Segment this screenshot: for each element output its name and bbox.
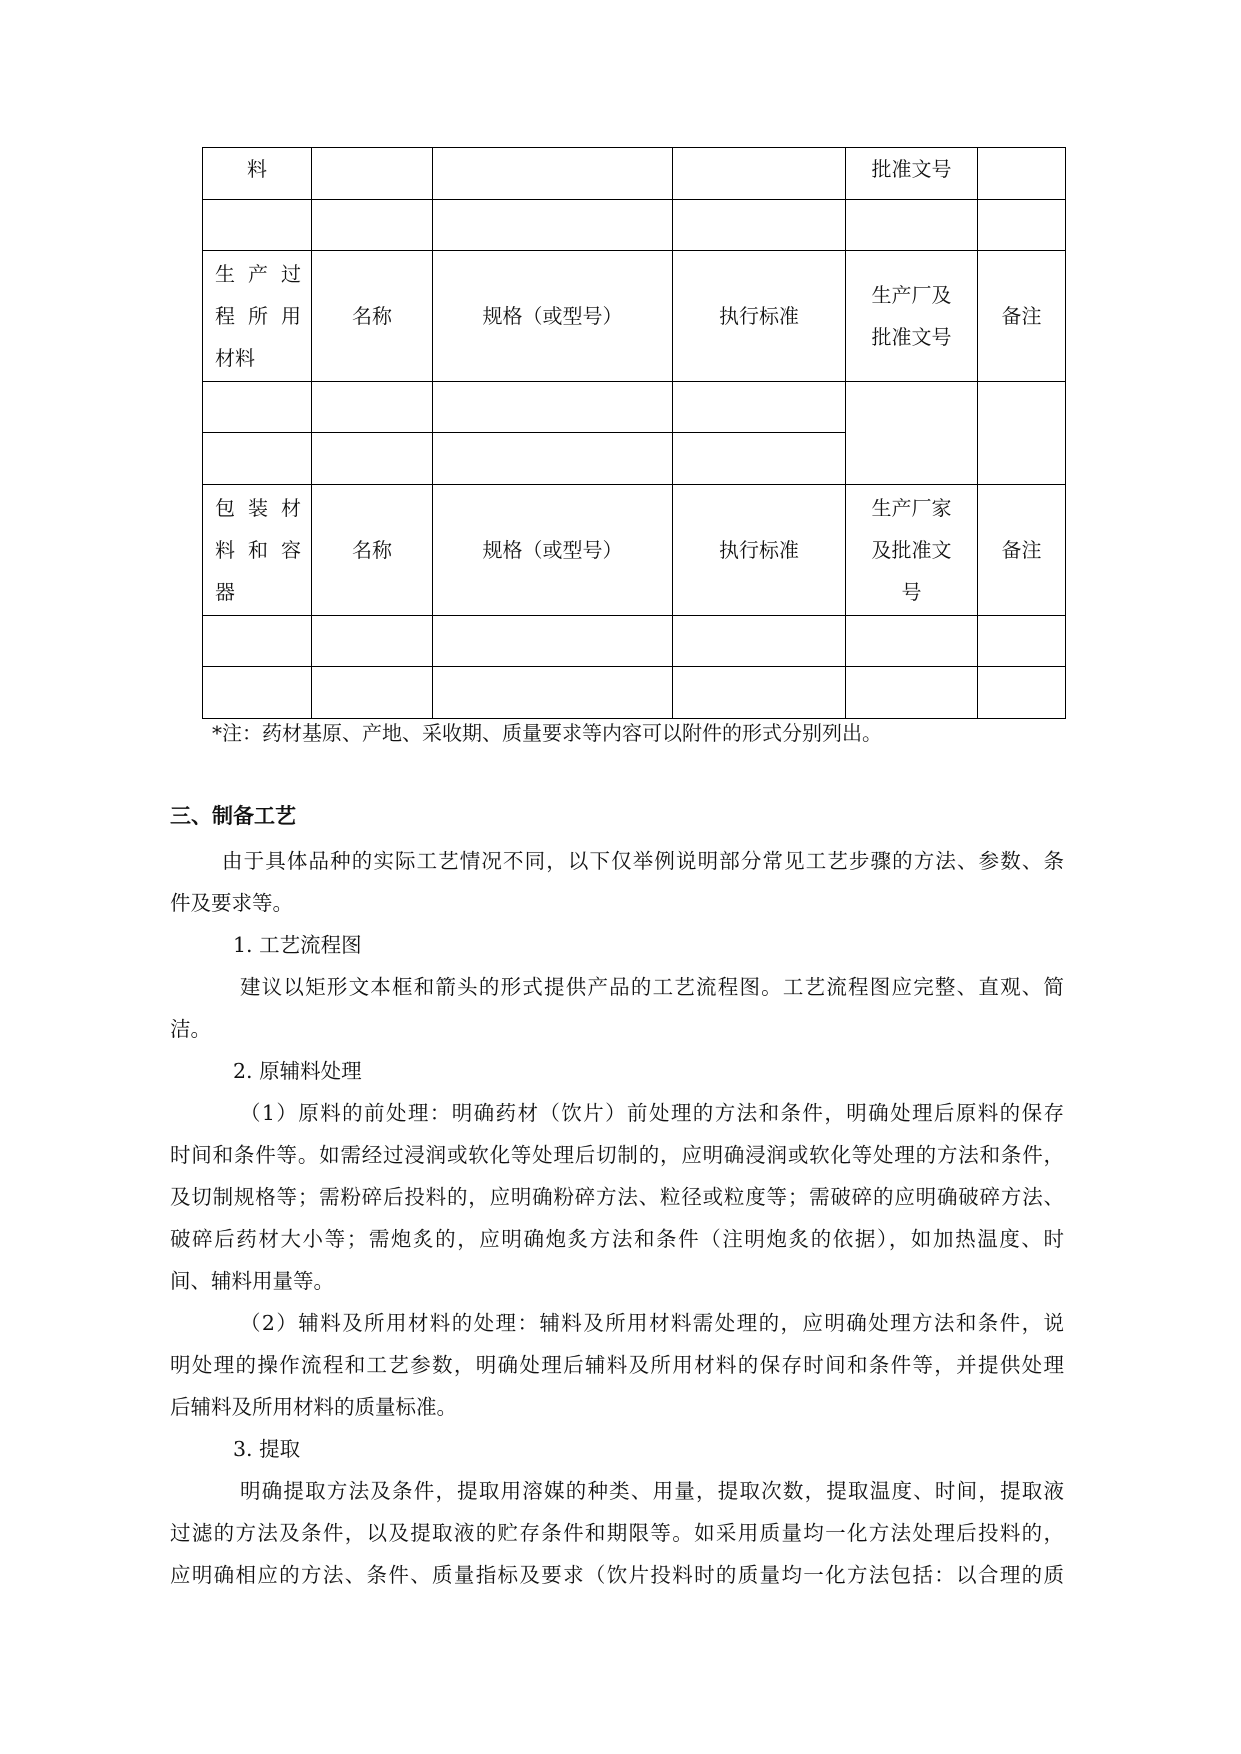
table-row [203, 667, 1066, 719]
table-row [203, 382, 1066, 433]
extraction-paragraph: 明确提取方法及条件，提取用溶媒的种类、用量，提取次数，提取温度、时间，提取液 过滤的方法及条件，以及提取液的贮存条件和期限等。如采用质量均一化方法处理后投料的， 应明确相应的方法、条件、质量指标及要求（饮片投料时的质量均一化方法包括：以合理的质 [170, 1479, 1064, 1587]
table-row [203, 148, 1066, 200]
section-title: 三、制备工艺 [170, 804, 296, 828]
table-cell: 批准文号 [846, 148, 978, 200]
materials-table [202, 147, 1066, 719]
flowchart-paragraph: 建议以矩形文本框和箭头的形式提供产品的工艺流程图。工艺流程图应完整、直观、简 洁。 [170, 975, 1064, 1041]
subheading-flowchart: 1. 工艺流程图 [233, 933, 362, 957]
table-row [203, 485, 1066, 616]
spec-header: 规格（或型号） [433, 251, 673, 382]
name-header: 名称 [312, 251, 433, 382]
excipient-paragraph: （2）辅料及所用材料的处理：辅料及所用材料需处理的，应明确处理方法和条件，说 明处理的操作流程和工艺参数，明确处理后辅料及所用材料的保存时间和条件等，并提供处理 后辅料及所用材料的质量标准。 [170, 1311, 1064, 1419]
standard-header: 执行标准 [673, 251, 846, 382]
subheading-raw-materials: 2. 原辅料处理 [233, 1059, 362, 1083]
table-cell [433, 148, 673, 200]
remark-header: 备注 [978, 251, 1066, 382]
packaging-materials-label: 包装材 料和容 器 [203, 485, 312, 616]
table-row [203, 200, 1066, 251]
standard-header: 执行标准 [673, 485, 846, 616]
spec-header: 规格（或型号） [433, 485, 673, 616]
process-materials-label: 生产过 程所用 材料 [203, 251, 312, 382]
table-cell [978, 148, 1066, 200]
subheading-extraction: 3. 提取 [233, 1437, 301, 1461]
table-row [203, 616, 1066, 667]
table-cell [673, 148, 846, 200]
raw-material-paragraph: （1）原料的前处理：明确药材（饮片）前处理的方法和条件，明确处理后原料的保存 时间和条件等。如需经过浸润或软化等处理后切制的，应明确浸润或软化等处理的方法和条件， 及切制规格等；需粉碎后投料的，应明确粉碎方法、粒径或粒度等；需破碎的应明确破碎方法、 破碎后药材大小等；需炮炙的，应明确炮炙方法和条件（注明炮炙的依据），如加热温度、时 间、辅料用量等。 [170, 1101, 1064, 1293]
maker-header: 生产厂家 及批准文 号 [846, 485, 978, 616]
table-cell-merged [846, 382, 978, 485]
table-footnote: *注：药材基原、产地、采收期、质量要求等内容可以附件的形式分别列出。 [212, 721, 882, 745]
table-cell [312, 148, 433, 200]
remark-header: 备注 [978, 485, 1066, 616]
table-cell: 料 [203, 148, 312, 200]
maker-header: 生产厂及 批准文号 [846, 251, 978, 382]
name-header: 名称 [312, 485, 433, 616]
table-cell-merged [978, 382, 1066, 485]
intro-paragraph: 由于具体品种的实际工艺情况不同，以下仅举例说明部分常见工艺步骤的方法、参数、条 件及要求等。 [170, 849, 1064, 915]
table-row [203, 251, 1066, 382]
